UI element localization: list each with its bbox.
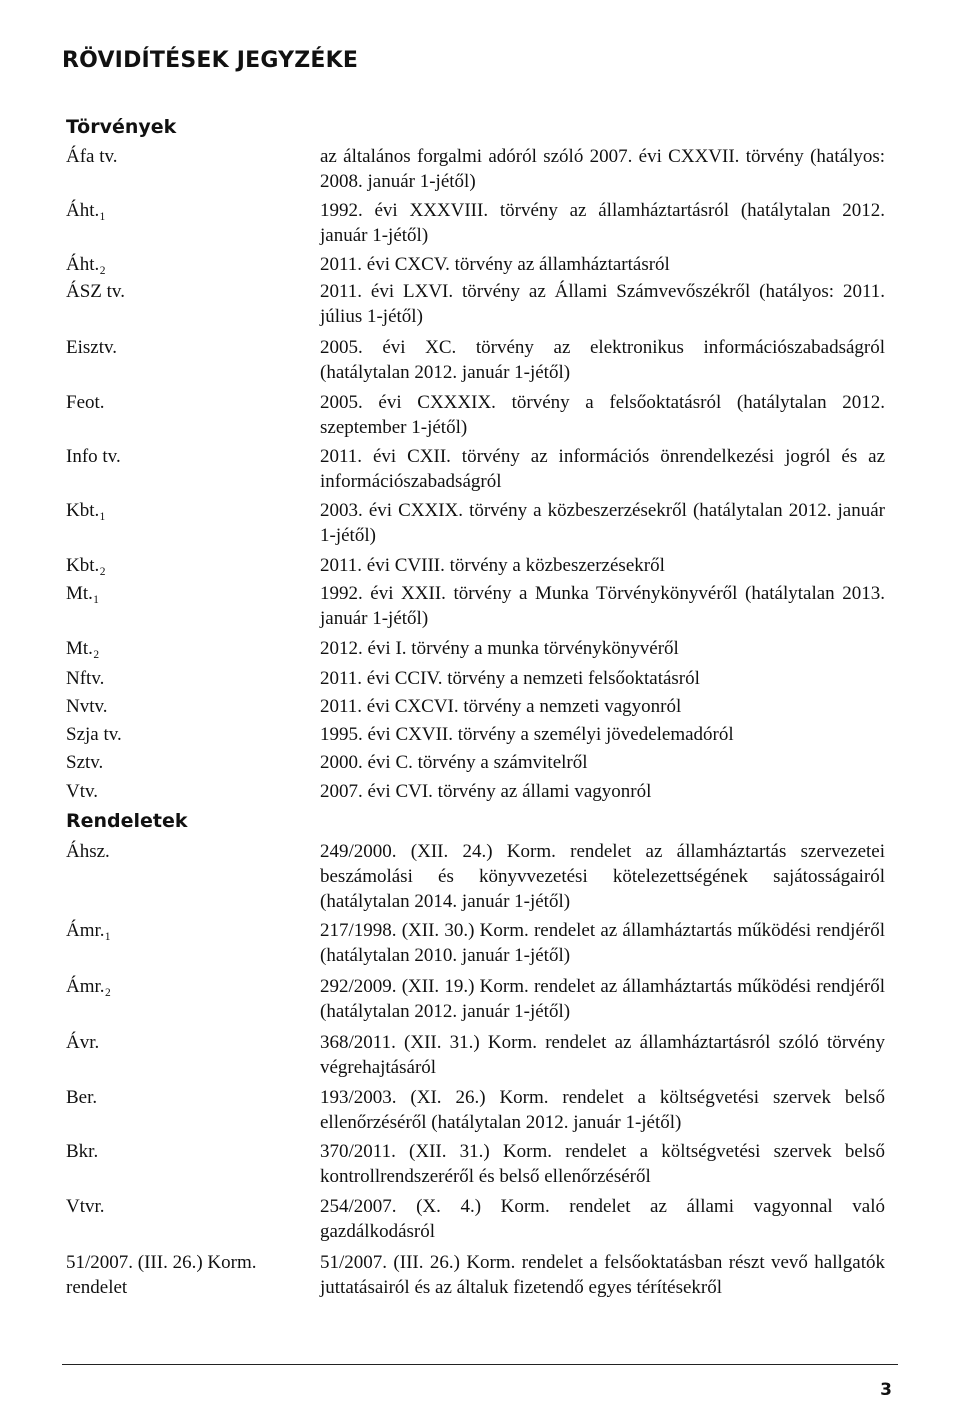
definition: 2005. évi XC. törvény az elektronikus információszabadságról (hatálytalan 2012. január 1-jétől) (320, 337, 885, 383)
section-heading-decrees: Rendeletek (66, 810, 188, 832)
definition: az általános forgalmi adóról szóló 2007. évi CXXVII. törvény (hatályos: 2008. január 1-jétől) (320, 146, 885, 192)
definition: 2000. évi C. törvény a számvitelről (320, 752, 588, 773)
definition: 193/2003. (XI. 26.) Korm. rendelet a költségvetési szervek belső ellenőrzéséről (hatálytalan 2012. január 1-jétől) (320, 1087, 885, 1133)
abbreviation: Áfa tv. (66, 146, 118, 167)
definition: 2007. évi CVI. törvény az állami vagyonról (320, 781, 652, 802)
abbreviation: Ámr.₁ (66, 920, 112, 941)
definition: 2003. évi CXXIX. törvény a közbeszerzésekről (hatálytalan 2012. január 1-jétől) (320, 500, 885, 546)
definition: 249/2000. (XII. 24.) Korm. rendelet az államháztartás szervezetei beszámolási és könyvvezetési kötelezettségének sajátosságairól (hatálytalan 2014. január 1-jétől) (320, 841, 885, 912)
definition: 2011. évi CXCVI. törvény a nemzeti vagyonról (320, 696, 682, 717)
page-title: RÖVIDÍTÉSEK JEGYZÉKE (62, 48, 359, 73)
definition: 2011. évi CVIII. törvény a közbeszerzésekről (320, 555, 665, 576)
definition: 2011. évi CXCV. törvény az államháztartásról (320, 254, 670, 275)
definition: 51/2007. (III. 26.) Korm. rendelet a felsőoktatásban részt vevő hallgatók juttatásairól és az általuk fizetendő egyes térítésekről (320, 1252, 885, 1298)
page-number: 3 (880, 1380, 892, 1400)
definition: 2012. évi I. törvény a munka törvénykönyvéről (320, 638, 679, 659)
abbreviation: Áht.₁ (66, 200, 106, 221)
abbreviation: Info tv. (66, 446, 121, 467)
definition: 217/1998. (XII. 30.) Korm. rendelet az államháztartás működési rendjéről (hatálytalan 2010. január 1-jétől) (320, 920, 885, 966)
abbreviation: Ámr.₂ (66, 976, 112, 997)
abbreviation: Feot. (66, 392, 105, 413)
abbreviation: Kbt.₁ (66, 500, 106, 521)
definition: 2005. évi CXXXIX. törvény a felsőoktatásról (hatálytalan 2012. szeptember 1-jétől) (320, 392, 885, 438)
definition: 254/2007. (X. 4.) Korm. rendelet az állami vagyonnal való gazdálkodásról (320, 1196, 885, 1242)
definition: 1992. évi XXXVIII. törvény az államháztartásról (hatálytalan 2012. január 1-jétől) (320, 200, 885, 246)
definition: 2011. évi CCIV. törvény a nemzeti felsőoktatásról (320, 668, 700, 689)
definition: 1995. évi CXVII. törvény a személyi jövedelemadóról (320, 724, 734, 745)
abbreviation: Nvtv. (66, 696, 108, 717)
abbreviation: Nftv. (66, 668, 105, 689)
abbreviation: Ávr. (66, 1032, 100, 1053)
definition: 2011. évi CXII. törvény az információs önrendelkezési jogról és az információszabadságról (320, 446, 885, 492)
abbreviation: Kbt.₂ (66, 555, 106, 576)
abbreviation: 51/2007. (III. 26.) Korm. rendelet (66, 1252, 257, 1298)
footer-divider (62, 1364, 898, 1365)
abbreviation: Áhsz. (66, 841, 110, 862)
definition: 2011. évi LXVI. törvény az Állami Számvevőszékről (hatályos: 2011. július 1-jétől) (320, 281, 885, 327)
abbreviation: Áht.₂ (66, 254, 106, 275)
abbreviation: Mt.₁ (66, 583, 100, 604)
abbreviation: Eisztv. (66, 337, 118, 358)
definition: 1992. évi XXII. törvény a Munka Törvénykönyvéről (hatálytalan 2013. január 1-jétől) (320, 583, 885, 629)
abbreviation: Bkr. (66, 1141, 99, 1162)
section-heading-laws: Törvények (66, 116, 177, 138)
abbreviation: Sztv. (66, 752, 104, 773)
abbreviation: Szja tv. (66, 724, 122, 745)
abbreviation: Vtvr. (66, 1196, 105, 1217)
definition: 292/2009. (XII. 19.) Korm. rendelet az államháztartás működési rendjéről (hatálytalan 2012. január 1-jétől) (320, 976, 885, 1022)
abbreviation: Vtv. (66, 781, 99, 802)
definition: 370/2011. (XII. 31.) Korm. rendelet a költségvetési szervek belső kontrollrendszeréről és belső ellenőrzéséről (320, 1141, 885, 1187)
abbreviation: ÁSZ tv. (66, 281, 125, 302)
abbreviation: Ber. (66, 1087, 98, 1108)
abbreviation: Mt.₂ (66, 638, 100, 659)
definition: 368/2011. (XII. 31.) Korm. rendelet az államháztartásról szóló törvény végrehajtásáról (320, 1032, 885, 1078)
